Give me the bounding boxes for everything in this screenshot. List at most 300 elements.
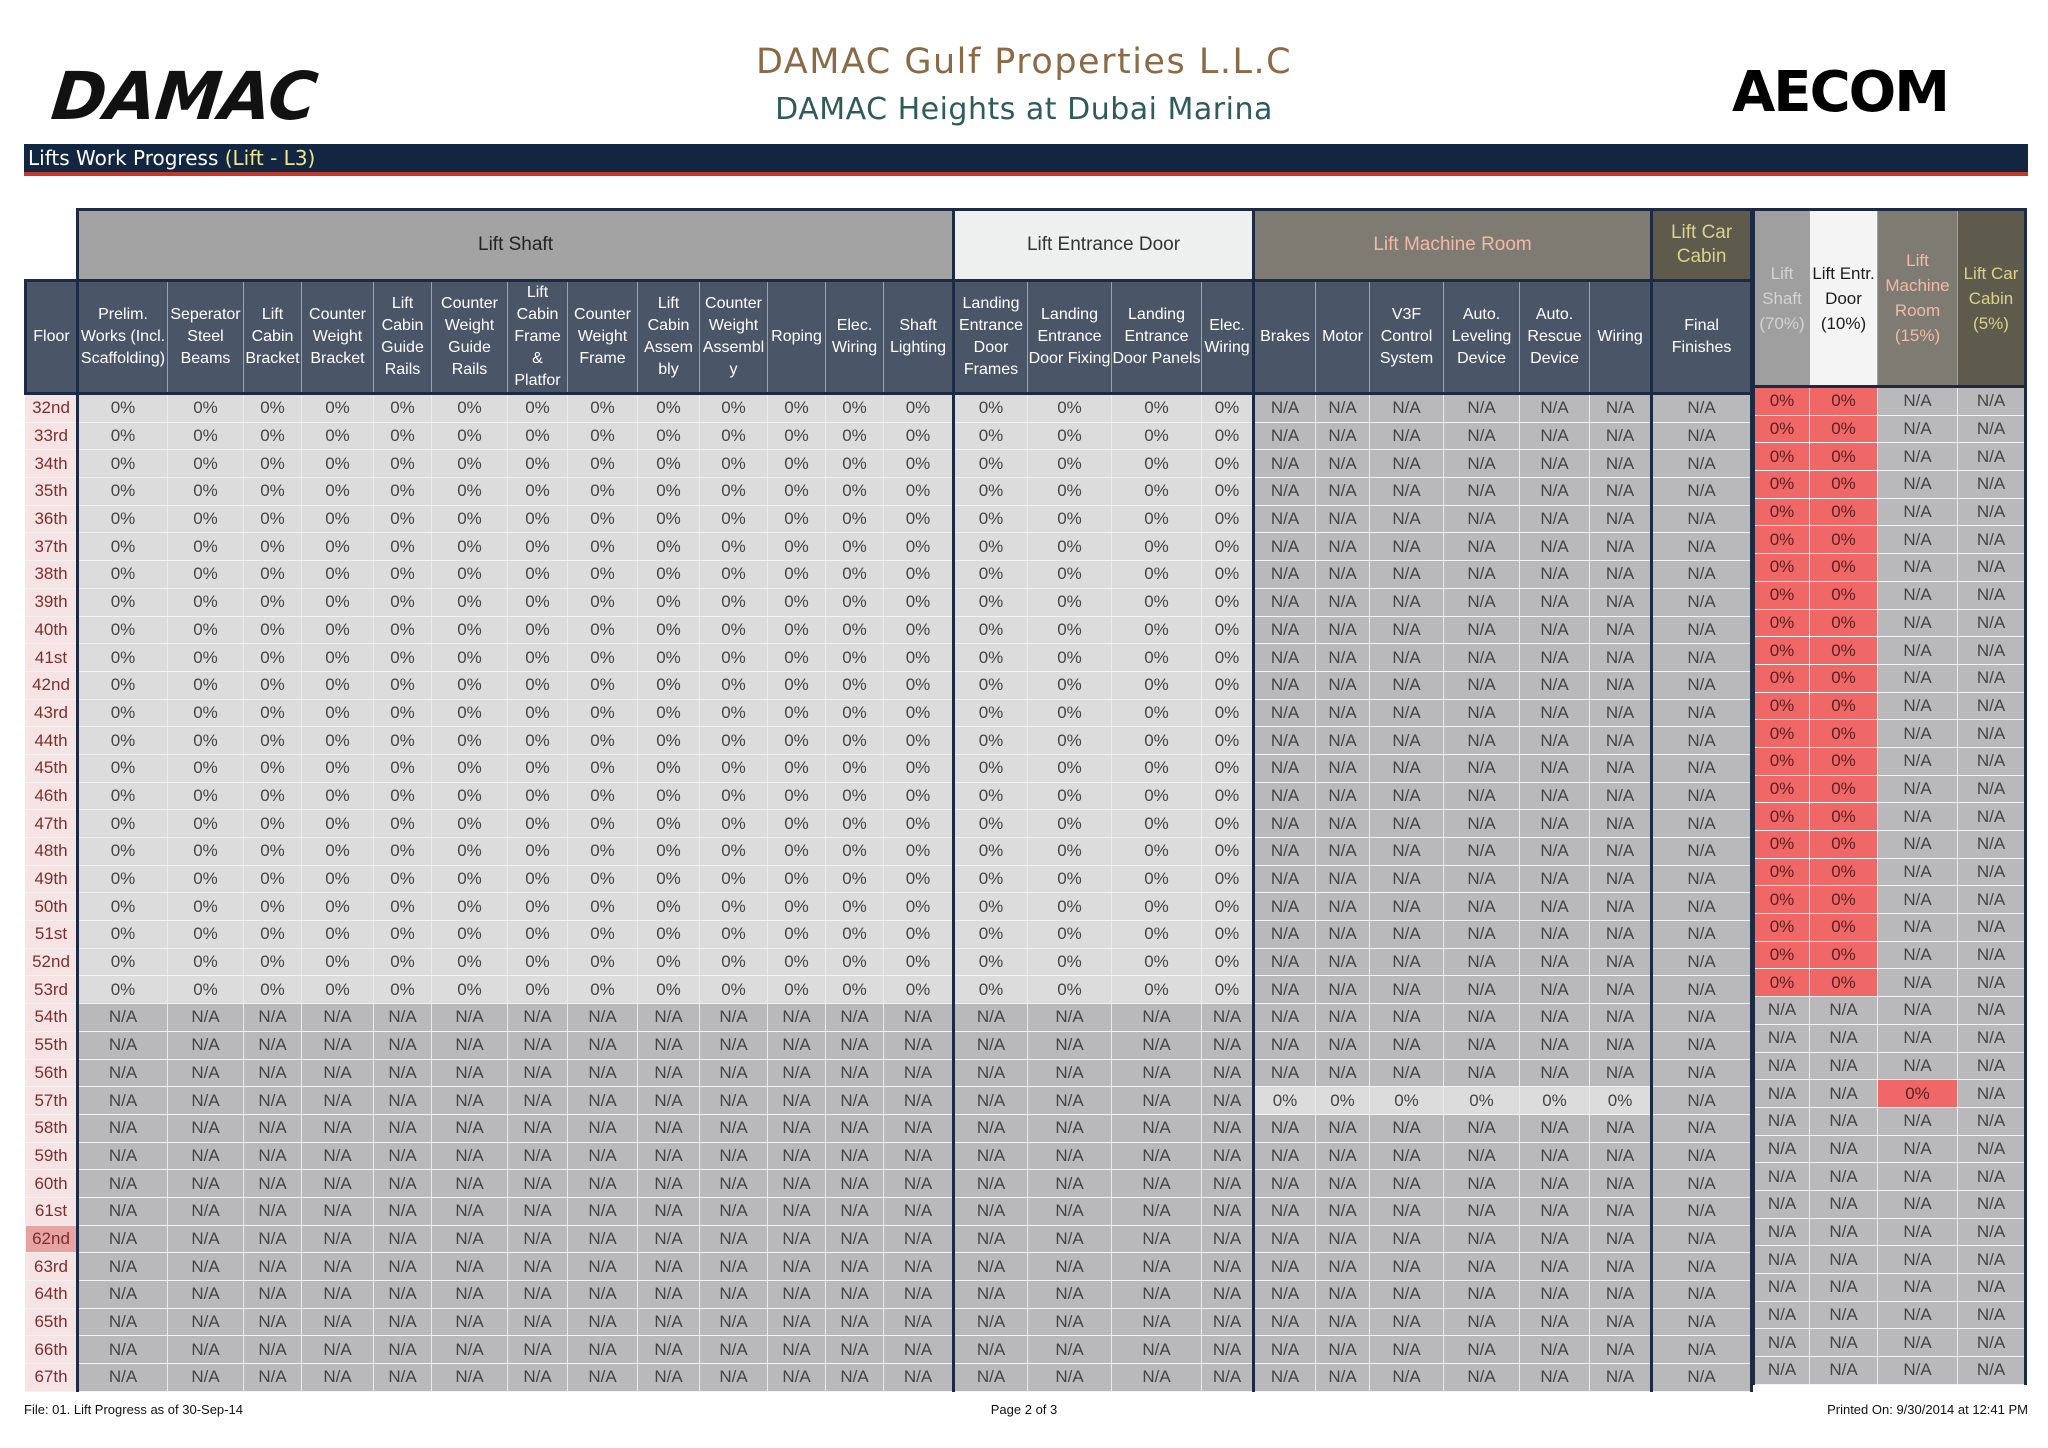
floor-label: 57th [26,1087,78,1115]
cell-machine: N/A [1444,478,1520,506]
cell-shaft: 0% [884,754,954,782]
cell-entrance: 0% [1112,644,1202,672]
table-row [26,505,1752,533]
company-title: DAMAC Gulf Properties L.L.C [755,42,1293,82]
cell-shaft: 0% [768,616,826,644]
cell-machine: N/A [1520,810,1590,838]
cell-shaft: 0% [700,478,768,506]
cell-shaft: 0% [568,505,638,533]
cell-shaft: 0% [884,533,954,561]
cell-entrance: 0% [954,699,1028,727]
cell-shaft: 0% [568,616,638,644]
cell-shaft: 0% [244,450,302,478]
summary-cell: N/A [1754,1190,1810,1218]
cell-machine: N/A [1520,921,1590,949]
cell-shaft: N/A [568,1253,638,1281]
cell-entrance: N/A [1202,1253,1254,1281]
summary-cell: N/A [1810,1301,1878,1329]
cell-machine: N/A [1370,1059,1444,1087]
cell-entrance: 0% [1202,588,1254,616]
cell-shaft: N/A [768,1004,826,1032]
cell-entrance: 0% [1202,644,1254,672]
cell-entrance: 0% [954,921,1028,949]
summary-cell: 0% [1754,443,1810,471]
cell-shaft: 0% [302,478,374,506]
cell-machine: N/A [1520,671,1590,699]
cell-shaft: N/A [78,1197,168,1225]
floor-label: 32nd [26,394,78,423]
summary-cell: N/A [1810,1218,1878,1246]
cell-machine: N/A [1444,1364,1520,1392]
cell-cabin: N/A [1652,588,1752,616]
cell-cabin: N/A [1652,1197,1752,1225]
cell-shaft: 0% [432,754,508,782]
cell-machine: N/A [1444,1170,1520,1198]
cell-entrance: N/A [954,1004,1028,1032]
cell-shaft: N/A [768,1142,826,1170]
cell-shaft: 0% [78,671,168,699]
cell-shaft: N/A [638,1142,700,1170]
cell-shaft: 0% [508,699,568,727]
summary-column-3: Lift Car Cabin (5%) [1958,210,2026,387]
cell-shaft: N/A [508,1087,568,1115]
column-shaft-2: Lift Cabin Bracket [244,281,302,394]
summary-row [1754,471,2026,499]
cell-shaft: 0% [508,616,568,644]
cell-shaft: 0% [826,893,884,921]
cell-shaft: N/A [432,1031,508,1059]
cell-shaft: 0% [432,422,508,450]
cell-machine: N/A [1254,1031,1316,1059]
cell-cabin: N/A [1652,644,1752,672]
cell-shaft: 0% [700,727,768,755]
cell-entrance: 0% [1112,893,1202,921]
cell-shaft: N/A [884,1197,954,1225]
summary-cell: N/A [1878,1218,1958,1246]
cell-shaft: 0% [374,810,432,838]
cell-shaft: 0% [884,561,954,589]
cell-shaft: 0% [508,533,568,561]
cell-shaft: 0% [374,588,432,616]
cell-shaft: 0% [768,505,826,533]
floor-label: 44th [26,727,78,755]
cell-shaft: 0% [826,976,884,1004]
cell-machine: N/A [1590,394,1652,423]
cell-machine: N/A [1520,727,1590,755]
cell-entrance: N/A [1202,1142,1254,1170]
cell-machine: N/A [1316,450,1370,478]
summary-cell: N/A [1878,969,1958,997]
cell-shaft: 0% [700,810,768,838]
summary-cell: N/A [1958,775,2026,803]
cell-shaft: 0% [302,616,374,644]
cell-machine: N/A [1590,505,1652,533]
cell-machine: N/A [1444,533,1520,561]
summary-row [1754,1024,2026,1052]
cell-shaft: N/A [568,1336,638,1364]
cell-shaft: 0% [568,782,638,810]
summary-row [1754,1052,2026,1080]
cell-entrance: N/A [1112,1004,1202,1032]
cell-machine: N/A [1520,616,1590,644]
cell-shaft: 0% [638,893,700,921]
cell-shaft: 0% [244,394,302,423]
table-row [26,1336,1752,1364]
cell-shaft: 0% [768,533,826,561]
table-row [26,478,1752,506]
group-lift-car-cabin: Lift Car Cabin [1652,210,1752,281]
cell-shaft: 0% [826,561,884,589]
cell-shaft: N/A [700,1004,768,1032]
summary-cell: N/A [1810,1052,1878,1080]
cell-machine: N/A [1520,1225,1590,1253]
cell-shaft: 0% [638,644,700,672]
cell-entrance: 0% [1112,754,1202,782]
cell-machine: N/A [1590,1170,1652,1198]
cell-shaft: 0% [78,588,168,616]
summary-cell: N/A [1878,1163,1958,1191]
cell-shaft: 0% [78,533,168,561]
cell-shaft: N/A [508,1170,568,1198]
floor-label: 53rd [26,976,78,1004]
cell-entrance: 0% [1112,727,1202,755]
cell-shaft: 0% [244,422,302,450]
cell-shaft: N/A [244,1114,302,1142]
cell-machine: N/A [1520,533,1590,561]
cell-machine: N/A [1370,1281,1444,1309]
cell-shaft: 0% [700,644,768,672]
table-row [26,671,1752,699]
summary-cell: 0% [1754,554,1810,582]
cell-shaft: 0% [568,478,638,506]
cell-shaft: N/A [78,1253,168,1281]
cell-shaft: 0% [638,478,700,506]
cell-shaft: 0% [374,948,432,976]
cell-entrance: 0% [954,865,1028,893]
table-row [26,1225,1752,1253]
summary-cell: N/A [1878,720,1958,748]
cell-shaft: N/A [768,1308,826,1336]
summary-cell: N/A [1958,692,2026,720]
cell-shaft: 0% [884,422,954,450]
cell-shaft: 0% [700,699,768,727]
cell-machine: N/A [1316,533,1370,561]
cell-machine: N/A [1316,921,1370,949]
summary-column-0: Lift Shaft (70%) [1754,210,1810,387]
summary-cell: N/A [1958,1135,2026,1163]
summary-row [1754,526,2026,554]
cell-machine: N/A [1520,754,1590,782]
cell-entrance: 0% [1028,893,1112,921]
table-row [26,699,1752,727]
cell-machine: 0% [1520,1087,1590,1115]
summary-cell: 0% [1810,498,1878,526]
cell-shaft: 0% [302,644,374,672]
summary-cell: 0% [1754,941,1810,969]
cell-shaft: N/A [700,1364,768,1392]
cell-shaft: 0% [700,422,768,450]
column-entrance-1: Landing Entrance Door Fixing [1028,281,1112,394]
cell-shaft: 0% [168,561,244,589]
cell-shaft: N/A [700,1197,768,1225]
cell-shaft: N/A [244,1308,302,1336]
summary-cell: N/A [1878,886,1958,914]
summary-cell: 0% [1810,747,1878,775]
lift-id: (Lift - L3) [224,146,316,170]
cell-entrance: 0% [1112,865,1202,893]
cell-entrance: 0% [1028,671,1112,699]
cell-shaft: 0% [432,671,508,699]
cell-shaft: 0% [826,616,884,644]
cell-shaft: 0% [826,671,884,699]
cell-machine: N/A [1590,450,1652,478]
cell-shaft: 0% [638,976,700,1004]
cell-shaft: 0% [168,976,244,1004]
cell-shaft: 0% [168,865,244,893]
cell-shaft: N/A [374,1225,432,1253]
floor-label: 36th [26,505,78,533]
cell-entrance: 0% [1112,616,1202,644]
cell-machine: N/A [1520,948,1590,976]
table-row [26,782,1752,810]
summary-cell: N/A [1878,471,1958,499]
cell-shaft: 0% [432,838,508,866]
cell-machine: N/A [1254,1004,1316,1032]
summary-cell: N/A [1958,526,2026,554]
table-row [26,893,1752,921]
cell-shaft: 0% [768,588,826,616]
cell-shaft: 0% [826,478,884,506]
cell-machine: N/A [1520,644,1590,672]
floor-label: 38th [26,561,78,589]
cell-machine: N/A [1590,588,1652,616]
column-cabin-0: Final Finishes [1652,281,1752,394]
cell-shaft: N/A [302,1281,374,1309]
cell-machine: N/A [1370,865,1444,893]
cell-shaft: N/A [432,1364,508,1392]
summary-row [1754,858,2026,886]
cell-shaft: 0% [244,588,302,616]
cell-cabin: N/A [1652,1031,1752,1059]
cell-shaft: 0% [244,616,302,644]
cell-shaft: N/A [768,1364,826,1392]
cell-shaft: 0% [374,533,432,561]
summary-cell: 0% [1810,886,1878,914]
cell-machine: N/A [1316,671,1370,699]
cell-machine: N/A [1254,1364,1316,1392]
cell-shaft: 0% [638,810,700,838]
cell-entrance: 0% [1112,450,1202,478]
cell-shaft: 0% [78,838,168,866]
cell-entrance: 0% [1028,505,1112,533]
cell-shaft: 0% [826,450,884,478]
cell-shaft: N/A [374,1364,432,1392]
cell-shaft: N/A [884,1170,954,1198]
cell-shaft: 0% [244,976,302,1004]
cell-machine: N/A [1444,754,1520,782]
summary-cell: N/A [1810,1329,1878,1357]
cell-entrance: 0% [1028,561,1112,589]
cell-entrance: N/A [1112,1031,1202,1059]
cell-shaft: 0% [374,976,432,1004]
cell-shaft: 0% [884,478,954,506]
table-row [26,1308,1752,1336]
summary-cell: N/A [1878,387,1958,416]
cell-shaft: N/A [78,1336,168,1364]
cell-shaft: N/A [508,1253,568,1281]
summary-cell: 0% [1810,831,1878,859]
cell-entrance: 0% [1028,699,1112,727]
cell-entrance: N/A [1028,1336,1112,1364]
summary-cell: N/A [1754,1246,1810,1274]
table-row [26,422,1752,450]
cell-machine: N/A [1316,1281,1370,1309]
cell-machine: N/A [1590,1253,1652,1281]
cell-shaft: N/A [768,1253,826,1281]
cell-entrance: N/A [1202,1197,1254,1225]
cell-shaft: 0% [508,976,568,1004]
summary-cell: N/A [1754,1163,1810,1191]
cell-shaft: 0% [508,422,568,450]
cell-machine: N/A [1520,1004,1590,1032]
cell-entrance: 0% [1028,616,1112,644]
cell-shaft: 0% [768,921,826,949]
table-row [26,1031,1752,1059]
floor-label: 58th [26,1114,78,1142]
summary-cell: 0% [1754,969,1810,997]
cell-entrance: 0% [1028,450,1112,478]
summary-cell: N/A [1810,1274,1878,1302]
cell-entrance: 0% [1028,478,1112,506]
cell-machine: N/A [1370,782,1444,810]
cell-shaft: 0% [568,838,638,866]
summary-cell: N/A [1958,914,2026,942]
cell-shaft: N/A [826,1031,884,1059]
cell-shaft: 0% [244,838,302,866]
cell-cabin: N/A [1652,1308,1752,1336]
cell-shaft: 0% [374,505,432,533]
cell-machine: N/A [1370,948,1444,976]
cell-shaft: 0% [244,644,302,672]
cell-shaft: 0% [508,838,568,866]
cell-entrance: N/A [1028,1142,1112,1170]
cell-shaft: 0% [78,976,168,1004]
summary-cell: N/A [1958,664,2026,692]
cell-machine: N/A [1370,976,1444,1004]
cell-entrance: 0% [1112,505,1202,533]
cell-machine: N/A [1370,1004,1444,1032]
cell-shaft: N/A [768,1225,826,1253]
cell-shaft: 0% [568,450,638,478]
cell-shaft: 0% [884,394,954,423]
cell-machine: N/A [1316,948,1370,976]
cell-machine: N/A [1444,865,1520,893]
aecom-logo: AECOM [1731,60,1948,125]
cell-shaft: 0% [302,561,374,589]
summary-table [1752,208,2027,1385]
summary-cell: N/A [1958,1329,2026,1357]
cell-machine: N/A [1316,1308,1370,1336]
summary-cell: N/A [1810,1080,1878,1108]
cell-shaft: N/A [432,1253,508,1281]
cell-shaft: N/A [168,1253,244,1281]
cell-machine: N/A [1590,1004,1652,1032]
cell-shaft: N/A [302,1336,374,1364]
cell-shaft: N/A [244,1225,302,1253]
cell-shaft: N/A [244,1087,302,1115]
cell-machine: N/A [1316,1253,1370,1281]
cell-shaft: 0% [244,671,302,699]
summary-cell: 0% [1810,775,1878,803]
cell-shaft: 0% [374,561,432,589]
group-lift-machine-room: Lift Machine Room [1254,210,1652,281]
cell-shaft: 0% [168,644,244,672]
cell-shaft: N/A [78,1087,168,1115]
cell-machine: N/A [1444,782,1520,810]
summary-cell: 0% [1754,609,1810,637]
summary-cell: 0% [1810,581,1878,609]
cell-shaft: N/A [302,1197,374,1225]
cell-machine: N/A [1370,1114,1444,1142]
cell-machine: N/A [1590,1197,1652,1225]
cell-shaft: 0% [374,478,432,506]
cell-machine: N/A [1254,533,1316,561]
cell-entrance: N/A [1112,1336,1202,1364]
cell-entrance: N/A [954,1142,1028,1170]
cell-shaft: 0% [568,394,638,423]
cell-shaft: 0% [568,948,638,976]
cell-shaft: 0% [302,921,374,949]
column-shaft-6: Lift Cabin Frame & Platfor [508,281,568,394]
column-machine-0: Brakes [1254,281,1316,394]
cell-machine: N/A [1444,450,1520,478]
cell-shaft: N/A [302,1114,374,1142]
cell-machine: N/A [1444,505,1520,533]
cell-shaft: N/A [884,1087,954,1115]
summary-cell: N/A [1958,941,2026,969]
table-row [26,976,1752,1004]
cell-shaft: 0% [884,644,954,672]
cell-machine: N/A [1520,1170,1590,1198]
cell-shaft: 0% [568,644,638,672]
cell-shaft: N/A [432,1308,508,1336]
cell-shaft: 0% [78,754,168,782]
cell-entrance: 0% [1202,616,1254,644]
cell-shaft: N/A [244,1364,302,1392]
summary-cell: N/A [1878,775,1958,803]
cell-shaft: N/A [508,1142,568,1170]
cell-machine: N/A [1590,422,1652,450]
cell-entrance: N/A [1028,1059,1112,1087]
floor-label: 61st [26,1197,78,1225]
cell-shaft: N/A [638,1308,700,1336]
column-shaft-4: Lift Cabin Guide Rails [374,281,432,394]
floor-label: 65th [26,1308,78,1336]
cell-shaft: 0% [244,921,302,949]
cell-shaft: 0% [768,699,826,727]
cell-entrance: 0% [1112,561,1202,589]
cell-machine: N/A [1444,1142,1520,1170]
cell-machine: N/A [1370,561,1444,589]
cell-machine: N/A [1254,616,1316,644]
summary-row [1754,664,2026,692]
cell-machine: N/A [1316,505,1370,533]
cell-machine: N/A [1520,893,1590,921]
cell-machine: N/A [1370,671,1444,699]
cell-entrance: N/A [1028,1197,1112,1225]
cell-shaft: N/A [568,1142,638,1170]
floor-label: 33rd [26,422,78,450]
